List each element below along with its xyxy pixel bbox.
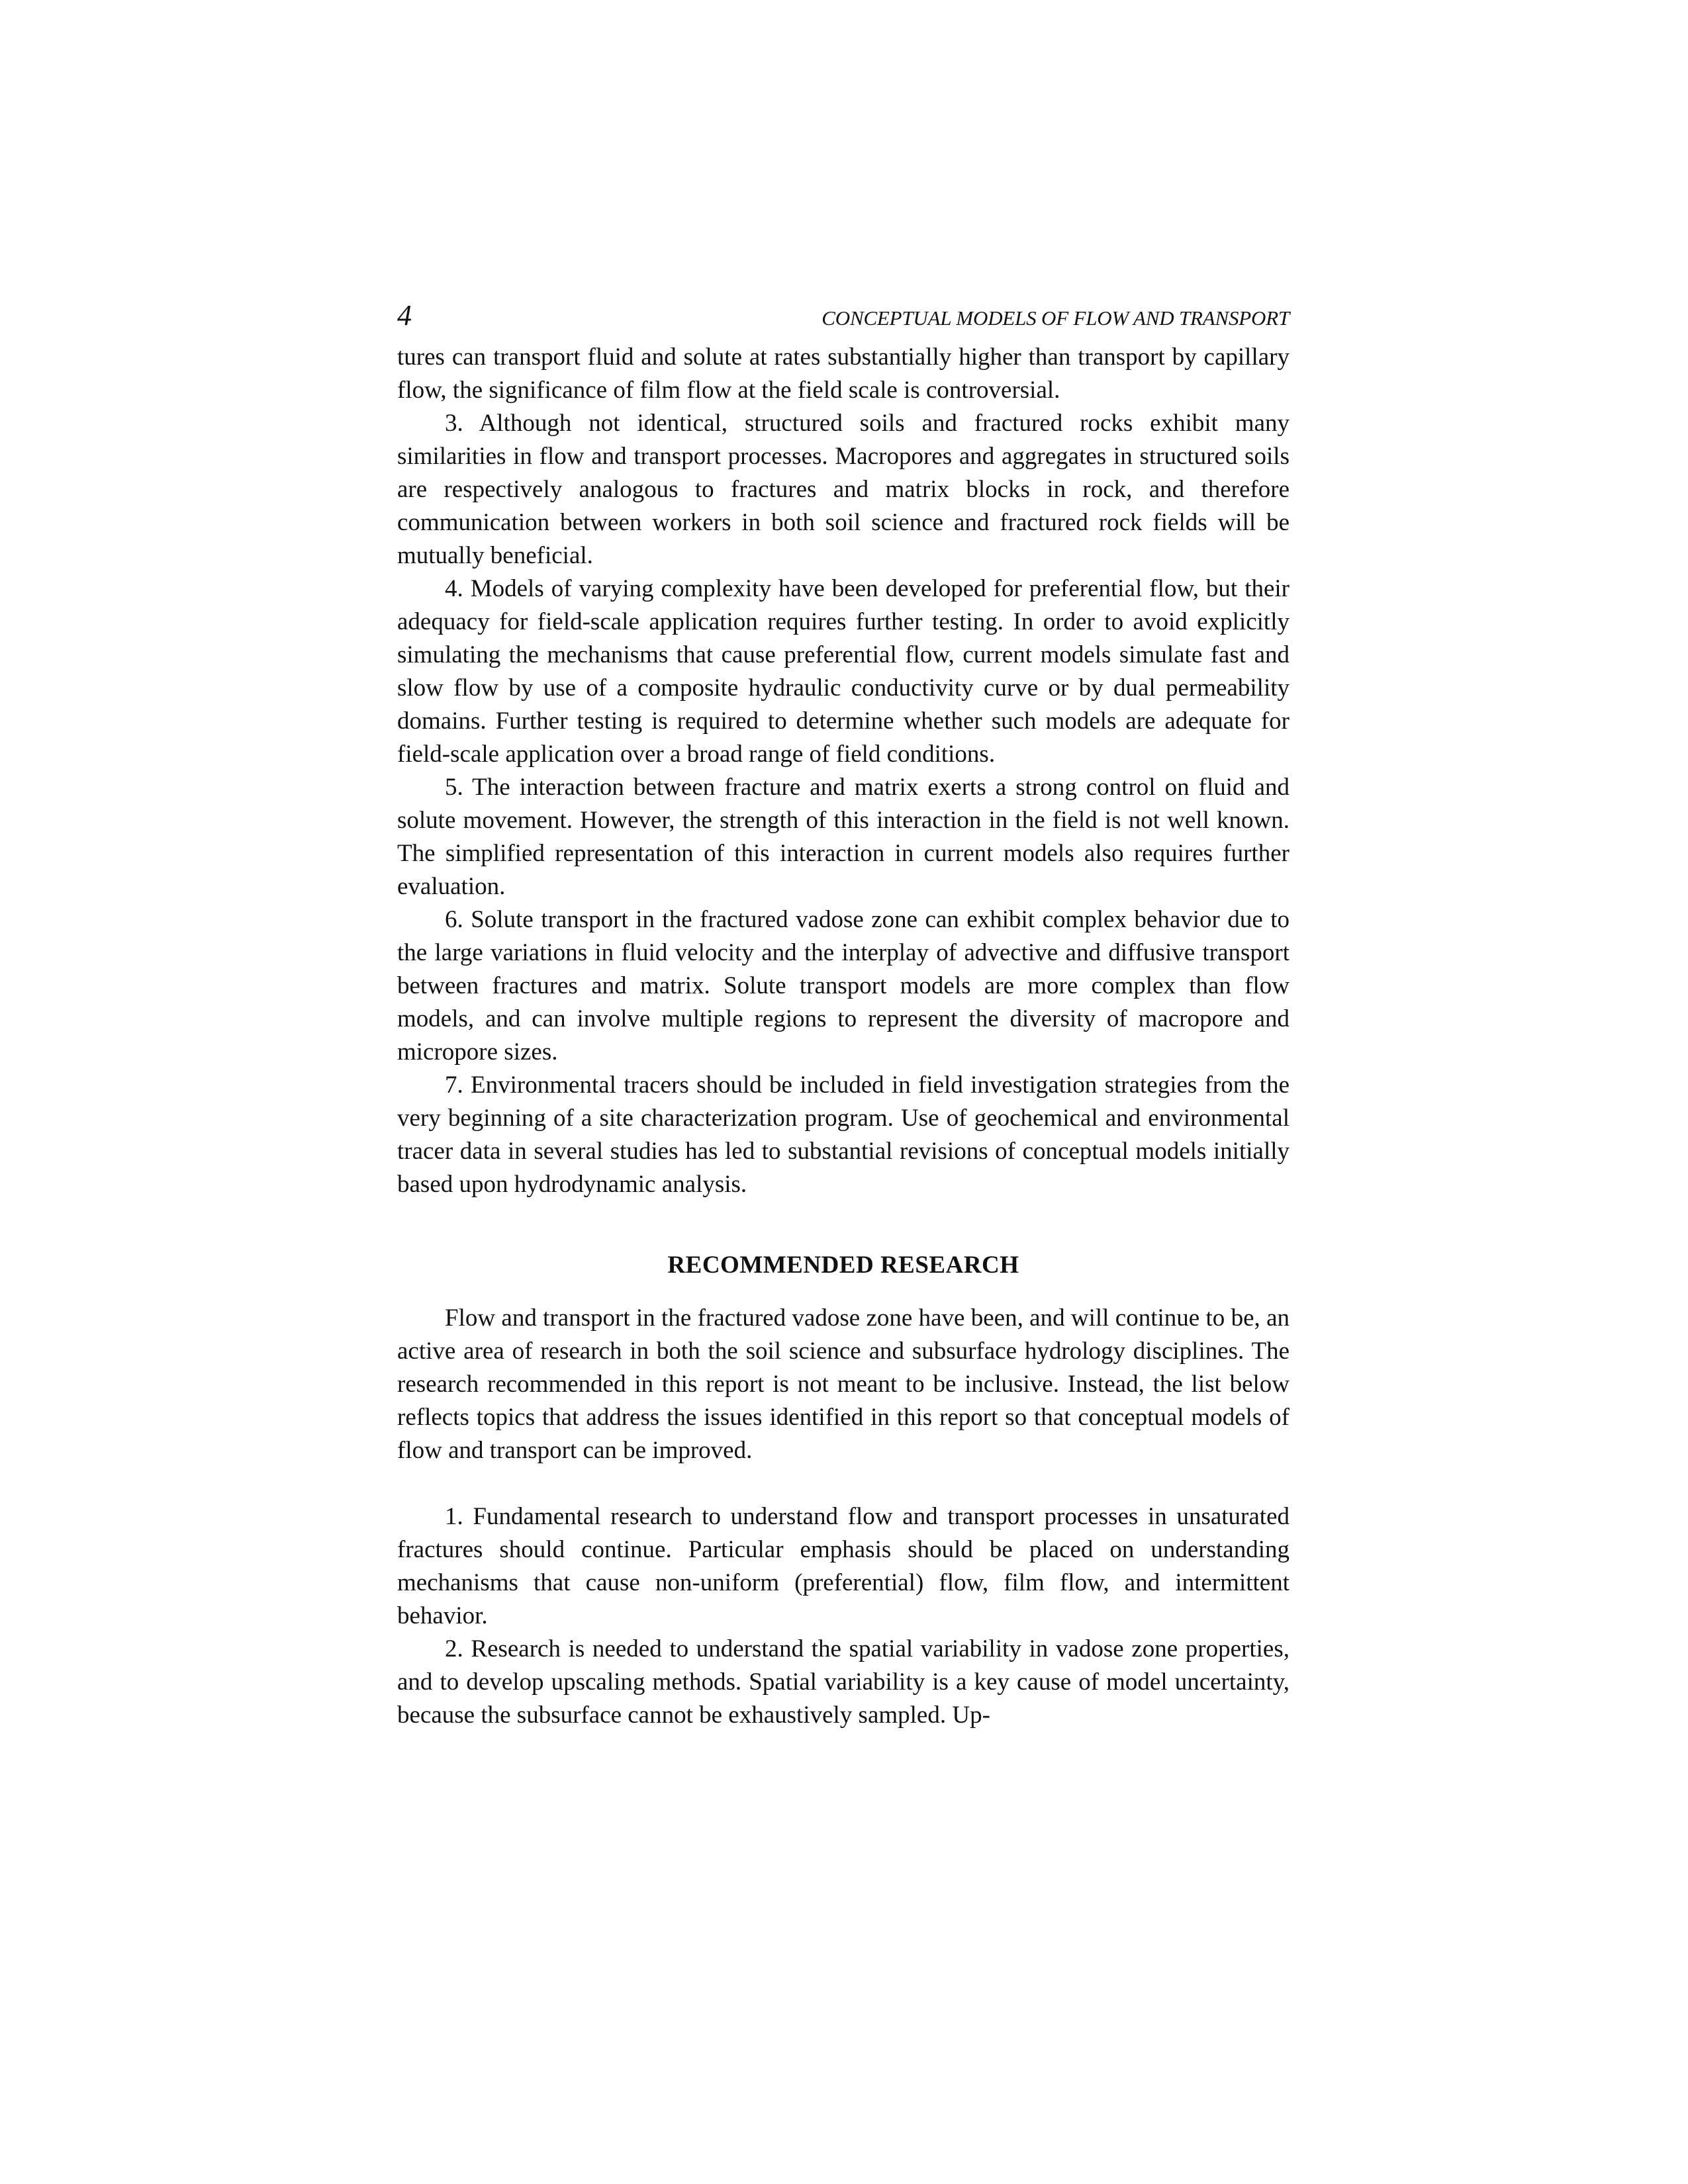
research-item-1: 1. Fundamental research to understand flow and transport processes in unsaturated fractures should continue. Particular emphasis should be placed on understanding mechanisms that cause non-uniform (preferential) flow, film flow, and intermittent behavior. [397,1503,1289,1629]
page-number: 4 [397,299,412,332]
research-item-2: 2. Research is needed to understand the spatial variability in vadose zone properties, and to develop upscaling methods. Spatial variability is a key cause of model uncertainty, because the subsurface cannot be exhaustively sampled. Up- [397,1635,1289,1729]
conclusion-item-7: 7. Environmental tracers should be included in field investigation strategies from the very beginning of a site characterization program. Use of geochemical and environmental tracer data in several studies has led to substantial revisions of conceptual models initially based upon hydrodynamic analysis. [397,1071,1289,1198]
document-page [397,301,1289,1732]
conclusion-item-3: 3. Although not identical, structured soils and fractured rocks exhibit many similarities in flow and transport processes. Macropores and aggregates in structured soils are respectively analogous to fractures and matrix blocks in rock, and therefore communication between workers in both soil science and fractured rock fields will be mutually beneficial. [397,410,1289,569]
running-header [397,301,1289,341]
research-intro-paragraph: Flow and transport in the fractured vadose zone have been, and will continue to be, an active area of research in both the soil science and subsurface hydrology disciplines. The research recommended in this report is not meant to be inclusive. Instead, the list below reflects topics that address the issues identified in this report so that conceptual models of flow and transport can be improved. [397,1304,1289,1464]
conclusion-item-4: 4. Models of varying complexity have been developed for preferential flow, but their adequacy for field-scale application requires further testing. In order to avoid explicitly simulating the mechanisms that cause preferential flow, current models simulate fast and slow flow by use of a composite hydraulic conductivity curve or by dual permeability domains. Further testing is required to determine whether such models are adequate for field-scale application over a broad range of field conditions. [397,575,1289,768]
conclusion-item-5: 5. The interaction between fracture and matrix exerts a strong control on fluid and solute movement. However, the strength of this interaction in the field is not well known. The simplified representation of this interaction in current models also requires further evaluation. [397,774,1289,900]
conclusion-item-6: 6. Solute transport in the fractured vadose zone can exhibit complex behavior due to the large variations in fluid velocity and the interplay of advective and diffusive transport between fractures and matrix. Solute transport models are more complex than flow models, and can involve multiple regions to represent the diversity of macropore and micropore sizes. [397,906,1289,1066]
running-title: CONCEPTUAL MODELS OF FLOW AND TRANSPORT [821,306,1289,330]
continued-paragraph: tures can transport fluid and solute at rates substantially higher than transport by capillary flow, the significance of film flow at the field scale is controversial. [397,343,1289,404]
section-heading: RECOMMENDED RESEARCH [667,1251,1019,1279]
body-text [397,341,1289,1732]
